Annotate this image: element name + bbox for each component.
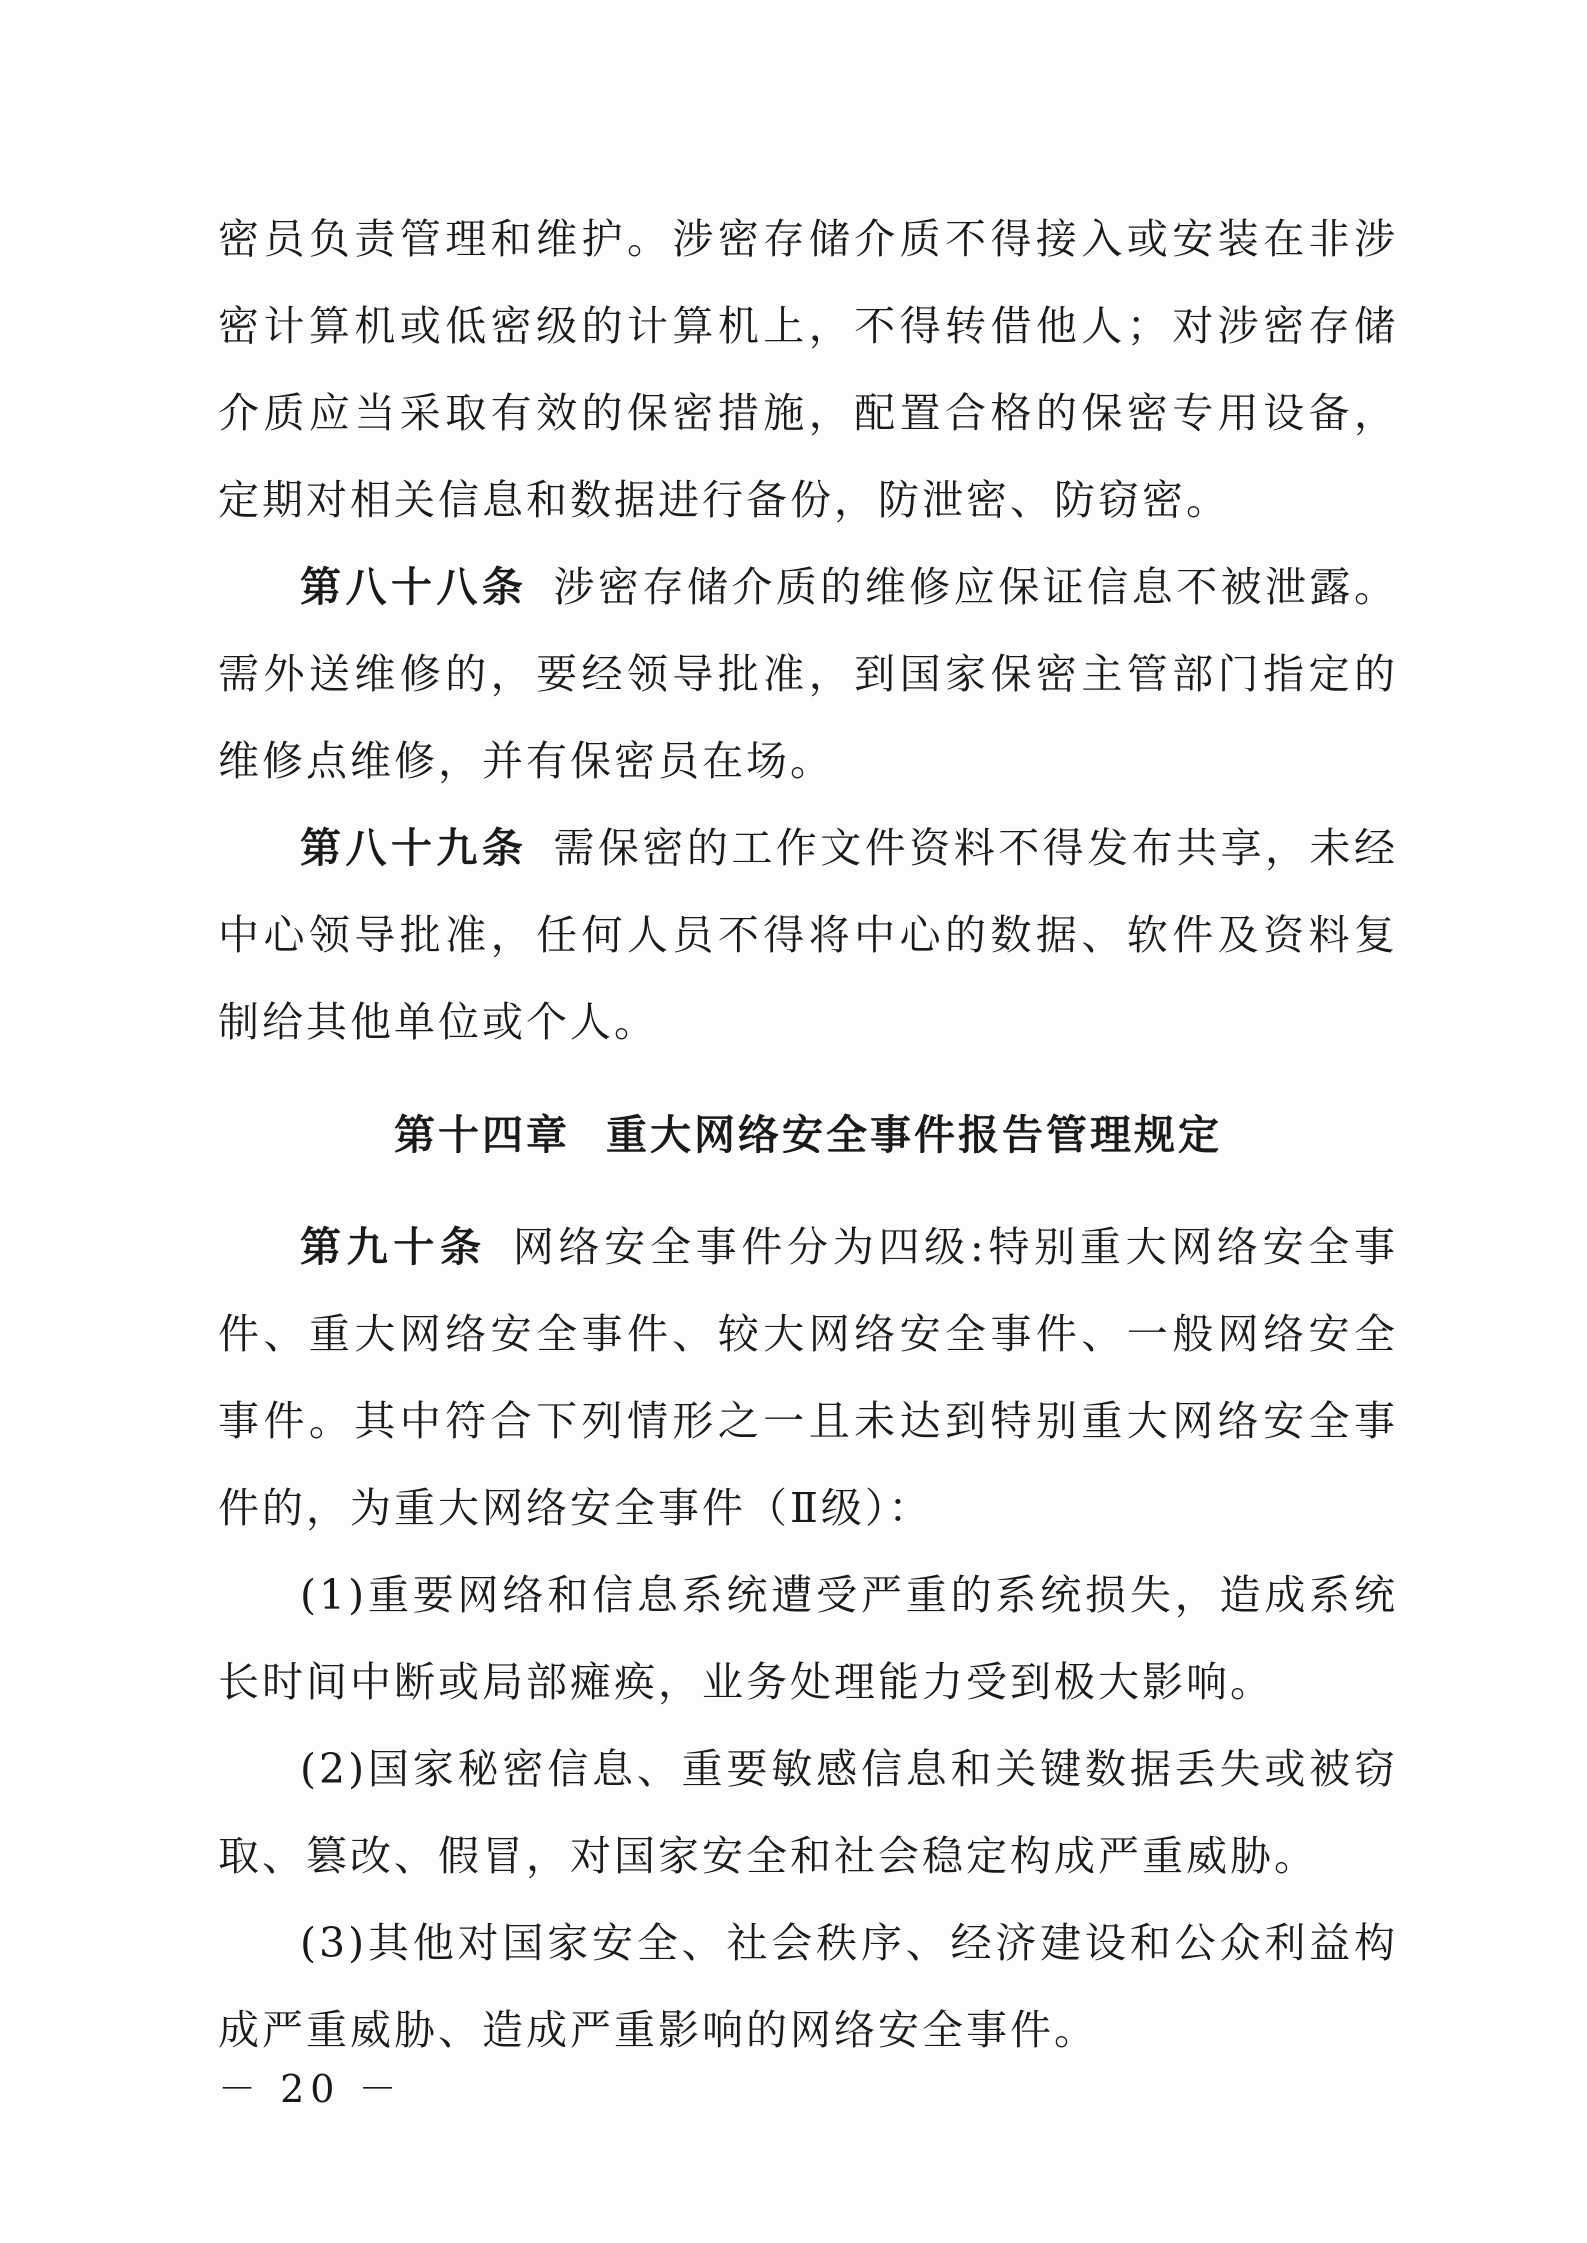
article-number: 第八十八条 bbox=[300, 563, 528, 611]
document-body bbox=[218, 196, 1398, 2074]
list-item-text: (2)国家秘密信息、重要敏感信息和关键数据丢失或被窃取、篡改、假冒，对国家安全和社会稳定构成严重威胁。 bbox=[218, 1745, 1398, 1880]
article-text: 网络安全事件分为四级:特别重大网络安全事件、重大网络安全事件、较大网络安全事件、一般网络安全事件。其中符合下列情形之一且未达到特别重大网络安全事件的，为重大网络安全事件（Ⅱ级）： bbox=[218, 1223, 1399, 1532]
page-number: － 20 － bbox=[218, 2067, 403, 2111]
article-number: 第八十九条 bbox=[300, 824, 528, 872]
article-text: 涉密存储介质的维修应保证信息不被泄露。需外送维修的，要经领导批准，到国家保密主管部门指定的维修点维修，并有保密员在场。 bbox=[218, 563, 1399, 785]
article-number: 第九十条 bbox=[300, 1223, 487, 1271]
article-text: 需保密的工作文件资料不得发布共享，未经中心领导批准，任何人员不得将中心的数据、软件及资料复制给其他单位或个人。 bbox=[218, 824, 1399, 1046]
article-90 bbox=[218, 1204, 1398, 1552]
chapter-heading bbox=[218, 1086, 1398, 1184]
chapter-title: 重大网络安全事件报告管理规定 bbox=[606, 1111, 1222, 1159]
article-89 bbox=[218, 805, 1398, 1066]
paragraph-continuation bbox=[218, 196, 1398, 544]
article-88 bbox=[218, 544, 1398, 805]
list-item-text: (1)重要网络和信息系统遭受严重的系统损失，造成系统长时间中断或局部瘫痪，业务处理能力受到极大影响。 bbox=[218, 1571, 1398, 1706]
list-item-text: (3)其他对国家安全、社会秩序、经济建设和公众利益构成严重威胁、造成严重影响的网络安全事件。 bbox=[218, 1919, 1398, 2054]
list-item-2 bbox=[218, 1726, 1398, 1900]
chapter-number: 第十四章 bbox=[394, 1111, 570, 1159]
list-item-3 bbox=[218, 1900, 1398, 2074]
paragraph-text: 密员负责管理和维护。涉密存储介质不得接入或安装在非涉密计算机或低密级的计算机上，不得转借他人；对涉密存储介质应当采取有效的保密措施，配置合格的保密专用设备，定期对相关信息和数据进行备份，防泄密、防窃密。 bbox=[218, 215, 1398, 524]
list-item-1 bbox=[218, 1552, 1398, 1726]
